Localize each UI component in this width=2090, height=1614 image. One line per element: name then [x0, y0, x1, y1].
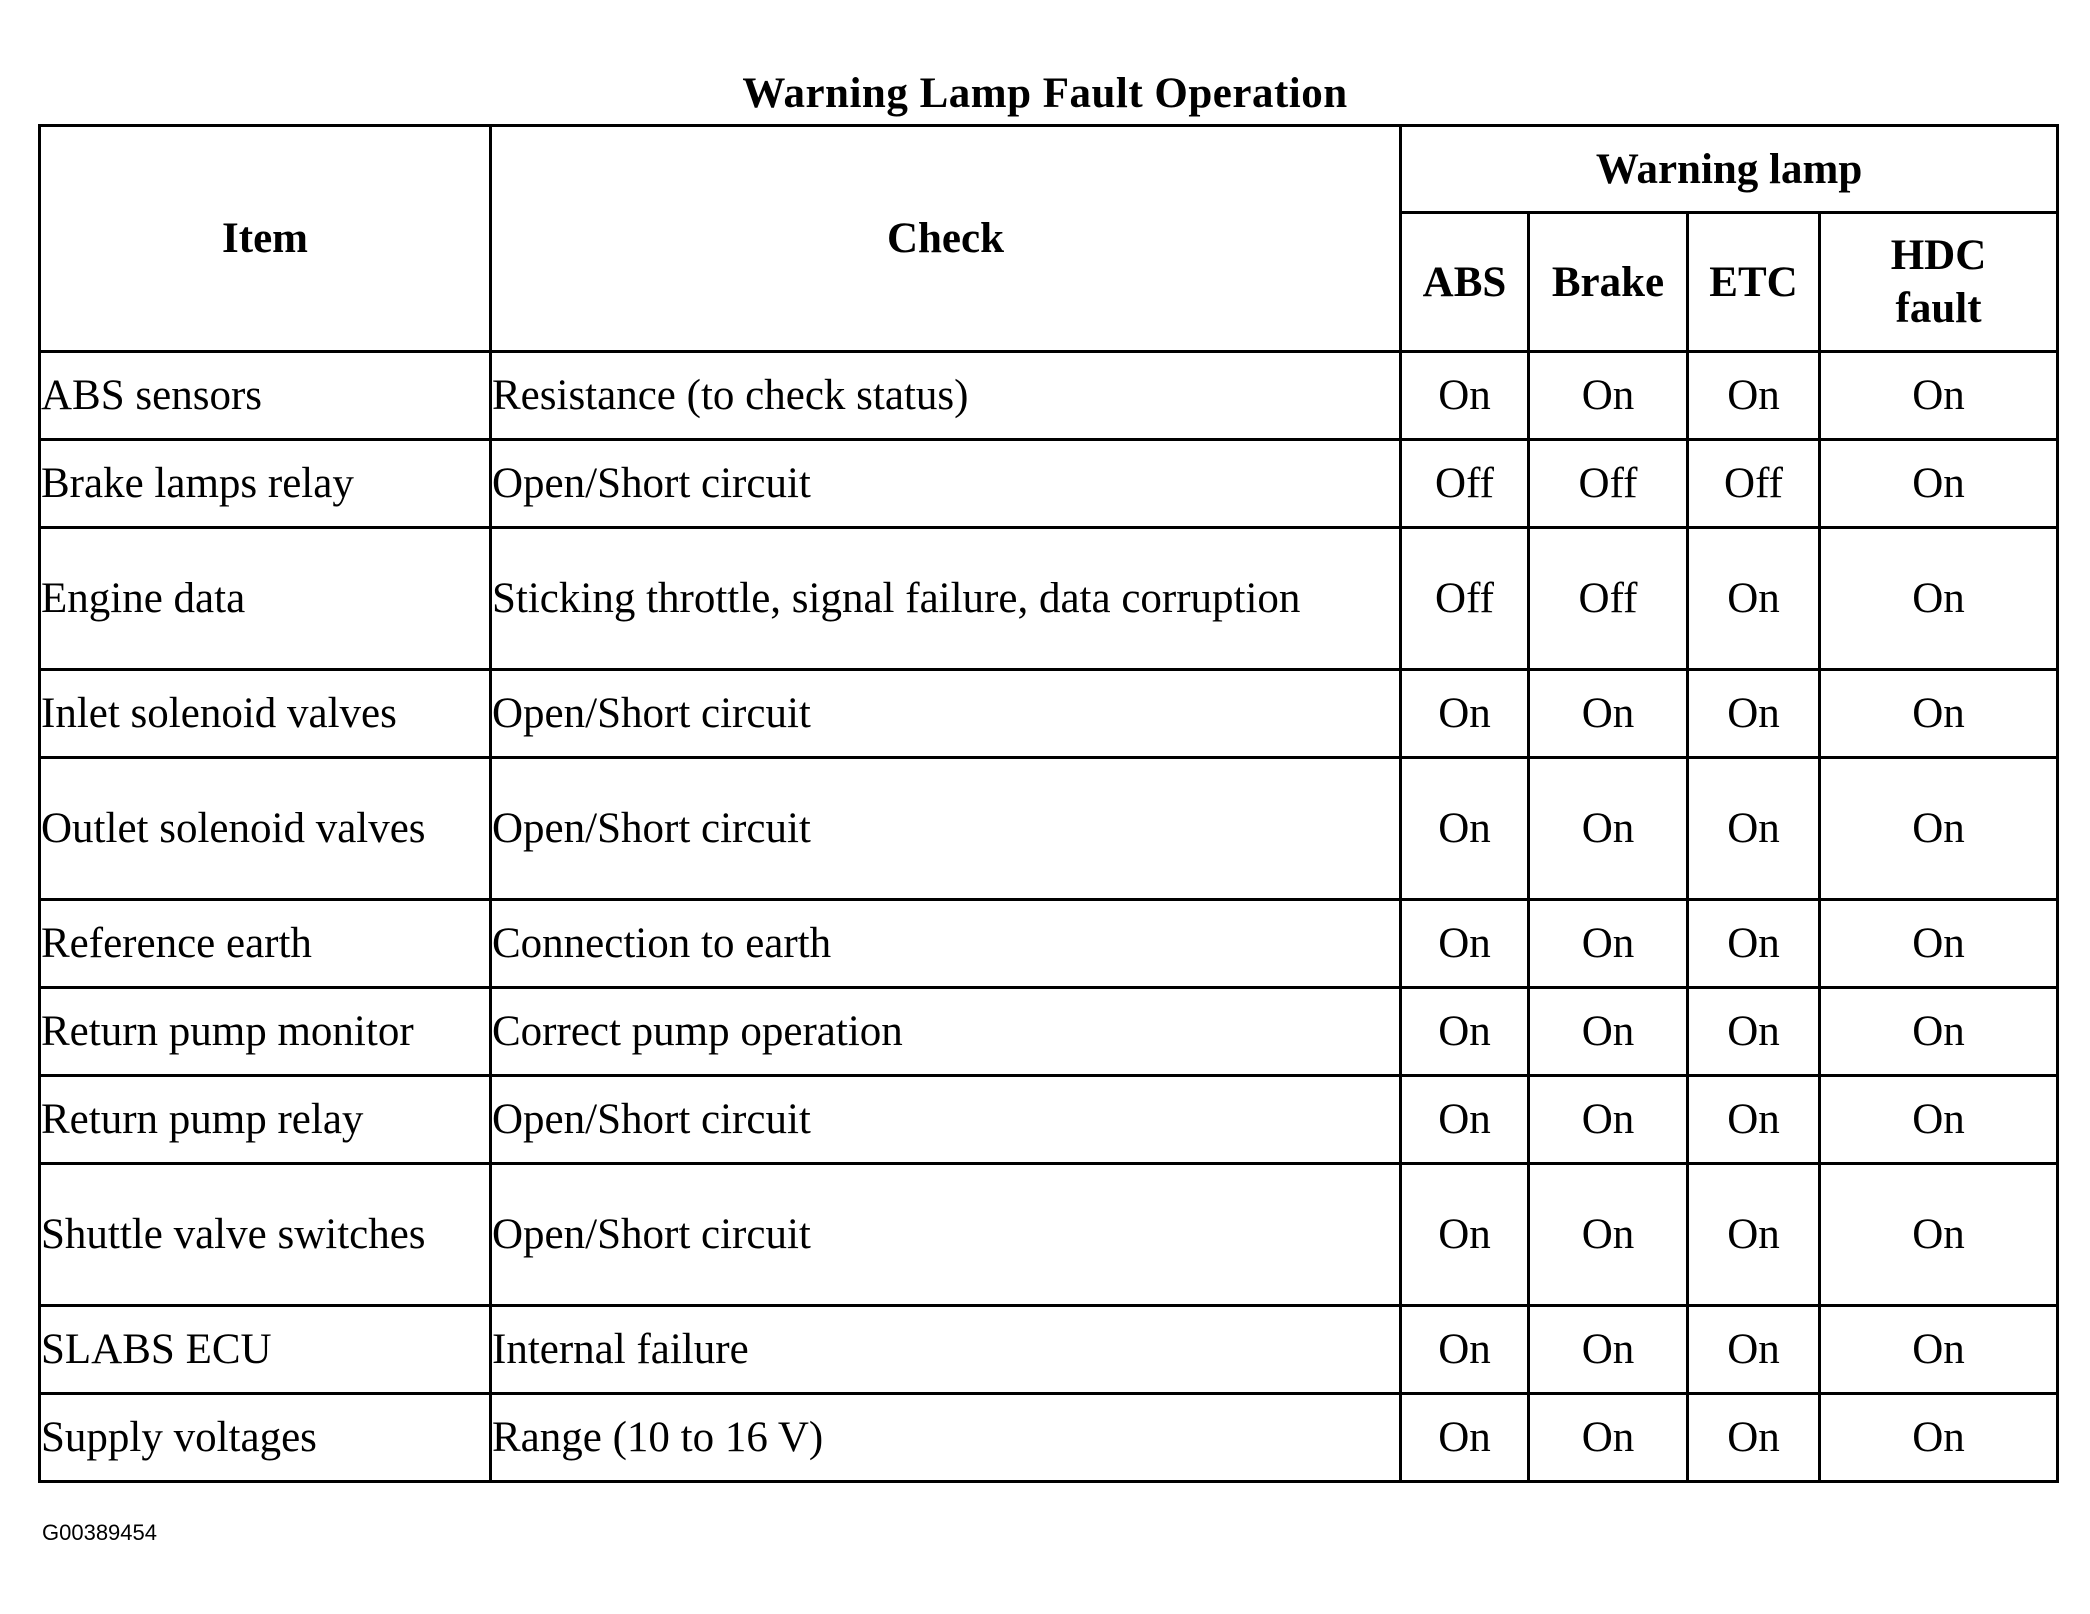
brake-lamp-cell: On — [1529, 1394, 1688, 1482]
hdc-lamp-cell: On — [1820, 1076, 2058, 1164]
item-cell: Brake lamps relay — [40, 440, 491, 528]
abs-lamp-cell: Off — [1401, 440, 1529, 528]
header-item: Item — [40, 126, 491, 352]
table-row — [40, 1164, 2058, 1306]
check-cell: Connection to earth — [491, 900, 1401, 988]
check-cell: Correct pump operation — [491, 988, 1401, 1076]
hdc-lamp-cell: On — [1820, 758, 2058, 900]
abs-lamp-cell: On — [1401, 352, 1529, 440]
brake-lamp-cell: On — [1529, 1164, 1688, 1306]
brake-lamp-cell: On — [1529, 758, 1688, 900]
abs-lamp-cell: On — [1401, 1076, 1529, 1164]
hdc-lamp-cell: On — [1820, 1164, 2058, 1306]
check-cell: Open/Short circuit — [491, 1164, 1401, 1306]
table-row — [40, 1076, 2058, 1164]
table-title: Warning Lamp Fault Operation — [742, 70, 1348, 117]
abs-lamp-cell: Off — [1401, 528, 1529, 670]
brake-lamp-cell: Off — [1529, 528, 1688, 670]
header-etc: ETC — [1688, 213, 1820, 352]
abs-lamp-cell: On — [1401, 670, 1529, 758]
brake-lamp-cell: Off — [1529, 440, 1688, 528]
item-cell: Return pump relay — [40, 1076, 491, 1164]
header-brake: Brake — [1529, 213, 1688, 352]
table-row — [40, 528, 2058, 670]
etc-lamp-cell: On — [1688, 1164, 1820, 1306]
etc-lamp-cell: On — [1688, 900, 1820, 988]
header-hdc-line2: fault — [1895, 285, 1982, 333]
item-cell: ABS sensors — [40, 352, 491, 440]
etc-lamp-cell: On — [1688, 352, 1820, 440]
hdc-lamp-cell: On — [1820, 440, 2058, 528]
abs-lamp-cell: On — [1401, 1164, 1529, 1306]
abs-lamp-cell: On — [1401, 988, 1529, 1076]
check-cell: Internal failure — [491, 1306, 1401, 1394]
brake-lamp-cell: On — [1529, 1076, 1688, 1164]
table-row — [40, 440, 2058, 528]
etc-lamp-cell: On — [1688, 1306, 1820, 1394]
check-cell: Open/Short circuit — [491, 1076, 1401, 1164]
abs-lamp-cell: On — [1401, 1306, 1529, 1394]
table-row — [40, 1306, 2058, 1394]
hdc-lamp-cell: On — [1820, 900, 2058, 988]
abs-lamp-cell: On — [1401, 900, 1529, 988]
etc-lamp-cell: On — [1688, 528, 1820, 670]
hdc-lamp-cell: On — [1820, 528, 2058, 670]
item-cell: SLABS ECU — [40, 1306, 491, 1394]
item-cell: Reference earth — [40, 900, 491, 988]
header-hdc-line1: HDC — [1890, 232, 1987, 280]
item-cell: Return pump monitor — [40, 988, 491, 1076]
warning-lamp-fault-table — [38, 124, 2059, 1483]
check-cell: Resistance (to check status) — [491, 352, 1401, 440]
check-cell: Open/Short circuit — [491, 440, 1401, 528]
etc-lamp-cell: On — [1688, 1076, 1820, 1164]
etc-lamp-cell: On — [1688, 758, 1820, 900]
item-cell: Supply voltages — [40, 1394, 491, 1482]
header-hdc-fault — [1820, 213, 2058, 352]
etc-lamp-cell: Off — [1688, 440, 1820, 528]
table-row — [40, 1394, 2058, 1482]
table-row — [40, 900, 2058, 988]
hdc-lamp-cell: On — [1820, 352, 2058, 440]
table-row — [40, 758, 2058, 900]
check-cell: Open/Short circuit — [491, 670, 1401, 758]
table-row — [40, 352, 2058, 440]
brake-lamp-cell: On — [1529, 352, 1688, 440]
item-cell: Outlet solenoid valves — [40, 758, 491, 900]
figure-code: G00389454 — [42, 1520, 157, 1545]
hdc-lamp-cell: On — [1820, 670, 2058, 758]
item-cell: Inlet solenoid valves — [40, 670, 491, 758]
hdc-lamp-cell: On — [1820, 988, 2058, 1076]
etc-lamp-cell: On — [1688, 670, 1820, 758]
table-row — [40, 670, 2058, 758]
hdc-lamp-cell: On — [1820, 1306, 2058, 1394]
item-cell: Engine data — [40, 528, 491, 670]
abs-lamp-cell: On — [1401, 1394, 1529, 1482]
abs-lamp-cell: On — [1401, 758, 1529, 900]
check-cell: Sticking throttle, signal failure, data corruption — [491, 528, 1401, 670]
check-cell: Open/Short circuit — [491, 758, 1401, 900]
header-check: Check — [491, 126, 1401, 352]
item-cell: Shuttle valve switches — [40, 1164, 491, 1306]
brake-lamp-cell: On — [1529, 1306, 1688, 1394]
table-row — [40, 988, 2058, 1076]
etc-lamp-cell: On — [1688, 988, 1820, 1076]
etc-lamp-cell: On — [1688, 1394, 1820, 1482]
brake-lamp-cell: On — [1529, 900, 1688, 988]
check-cell: Range (10 to 16 V) — [491, 1394, 1401, 1482]
header-warning-lamp: Warning lamp — [1401, 126, 2058, 213]
brake-lamp-cell: On — [1529, 670, 1688, 758]
hdc-lamp-cell: On — [1820, 1394, 2058, 1482]
brake-lamp-cell: On — [1529, 988, 1688, 1076]
header-abs: ABS — [1401, 213, 1529, 352]
